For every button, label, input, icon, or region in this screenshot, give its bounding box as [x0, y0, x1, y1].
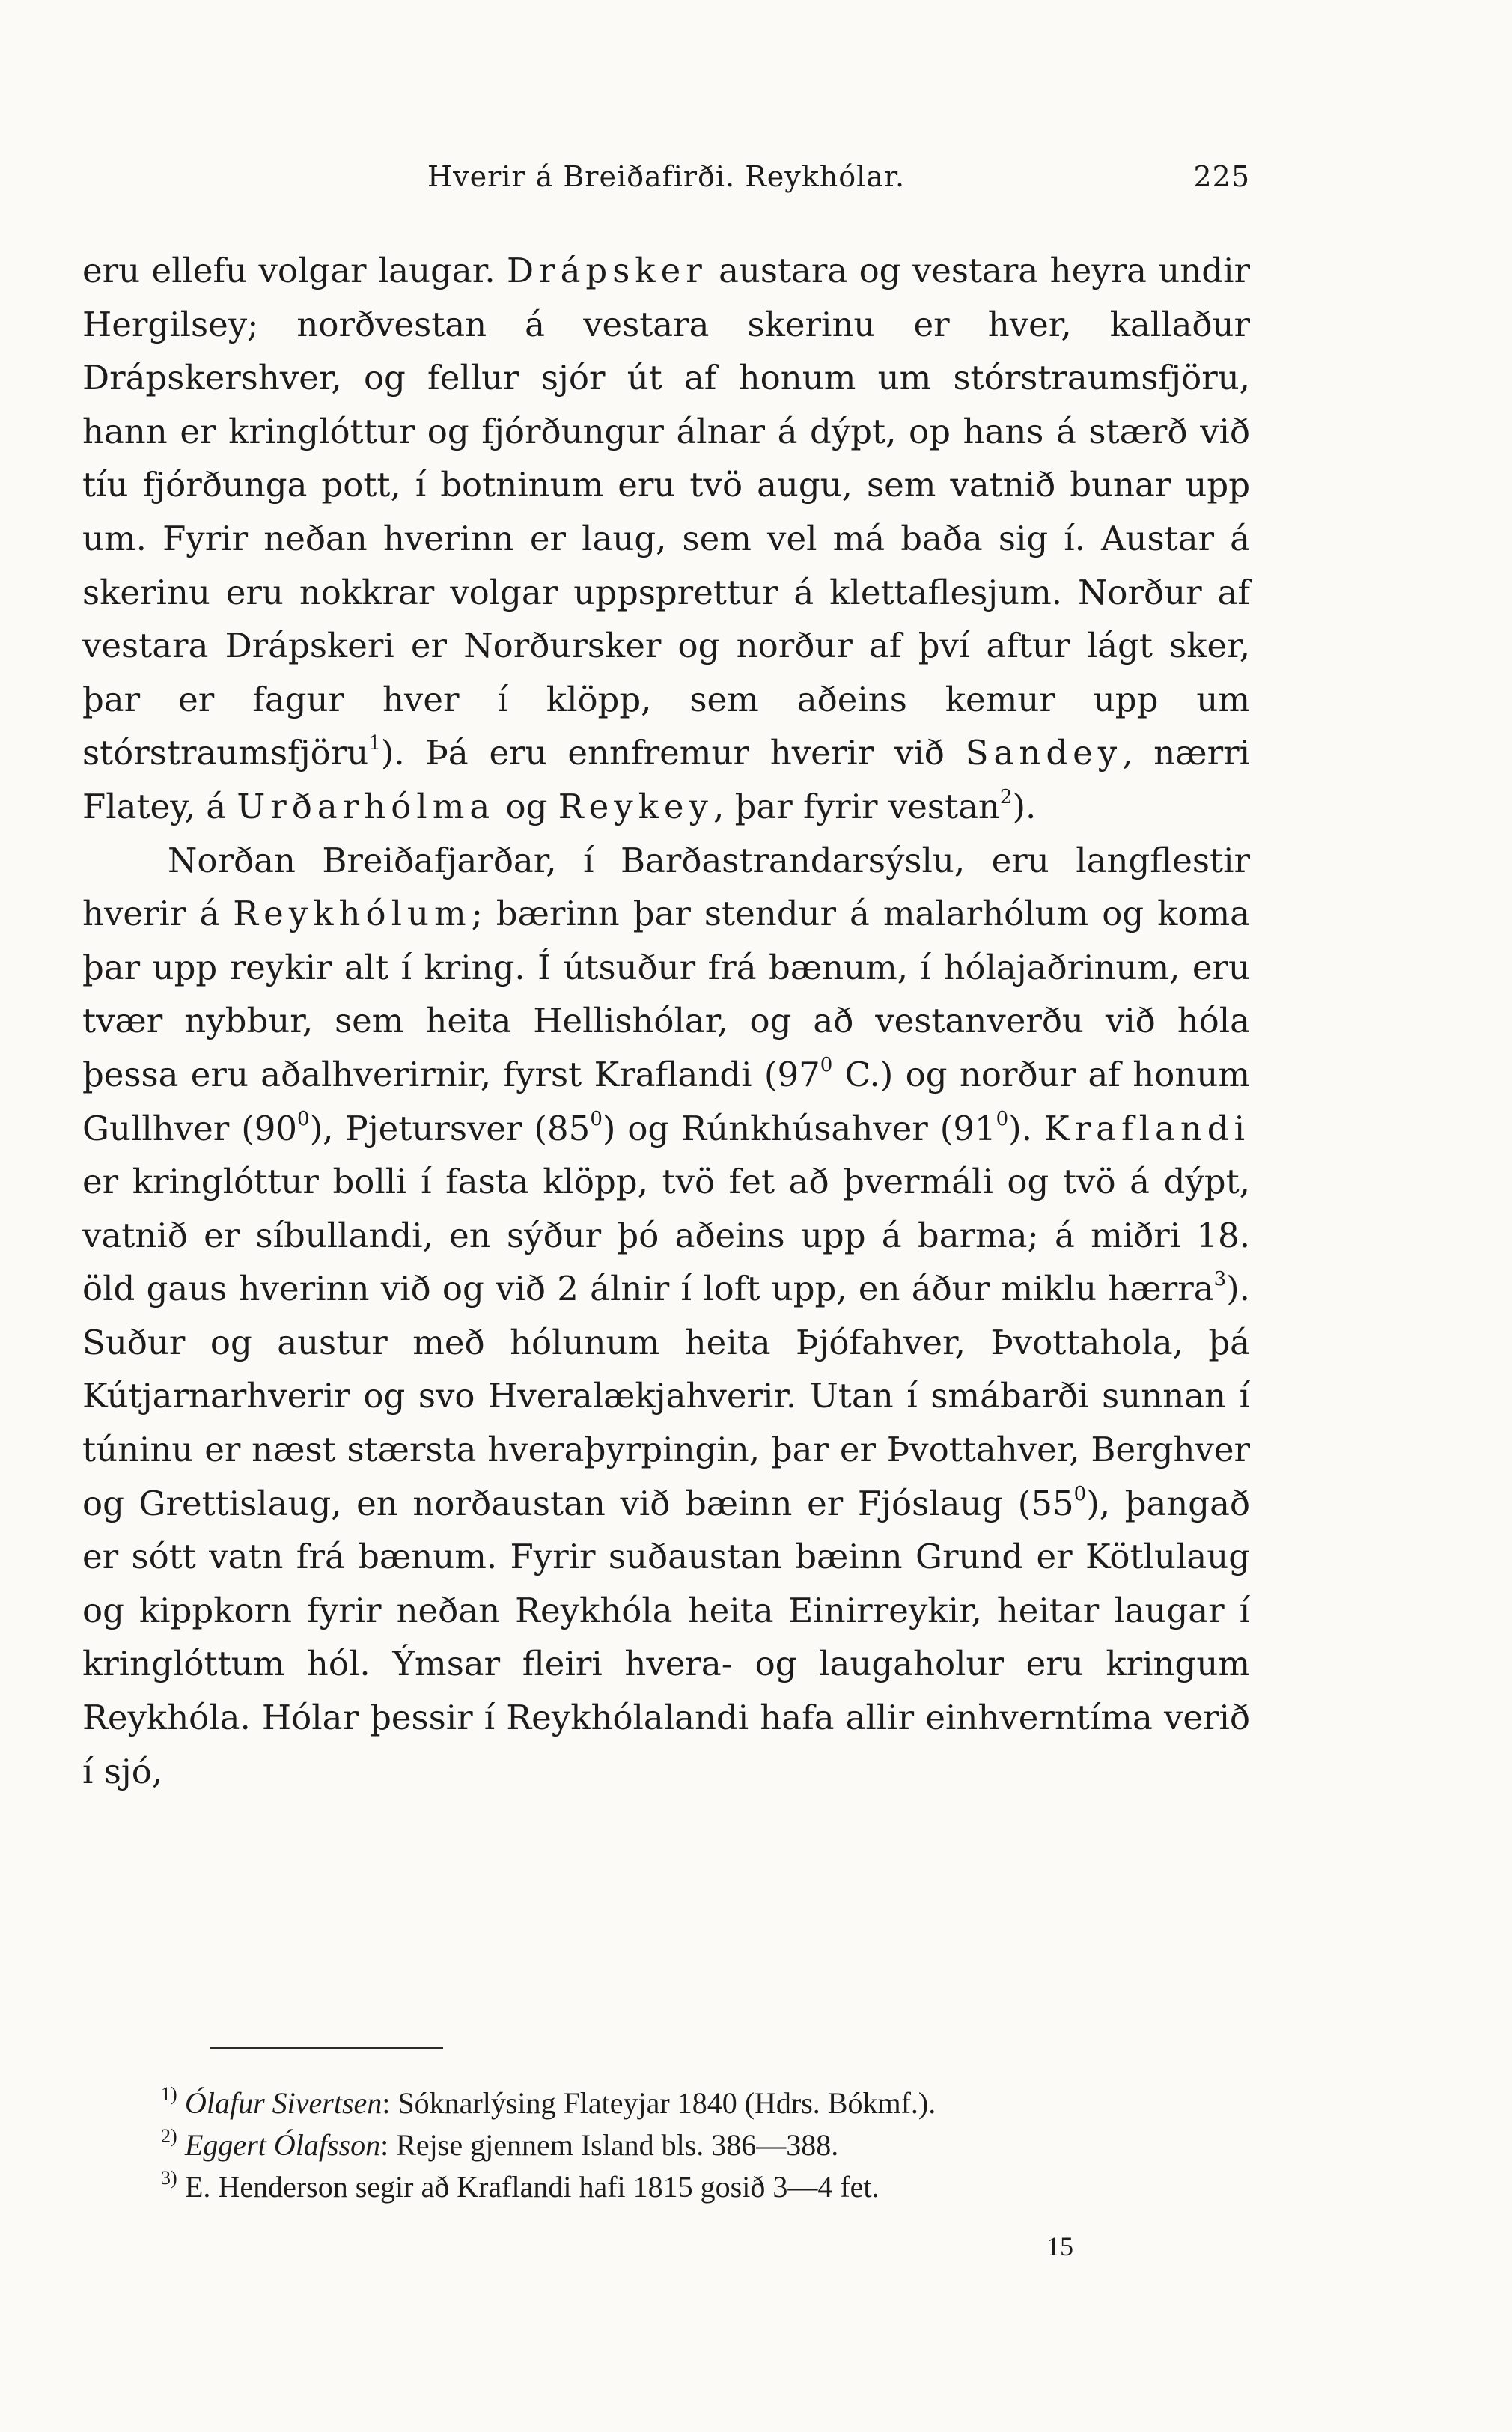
footnote-ref: 2 [999, 785, 1013, 808]
degree-mark: 0 [996, 1107, 1009, 1130]
paragraph: eru ellefu volgar laugar. Drápsker austara og vestara heyra undir Hergilsey; norðvestan á vestara skerinu er hver, kallaður Drápskershver, og fellur sjór út af honum um stórstraumsfjöru, hann er kringlóttur og fjórðungur álnar á dýpt, op hans á stærð við tíu fjórðunga pott, í botninum eru tvö augu, sem vatnið bunar upp um. Fyrir neðan hverinn er laug, sem vel má baða sig í. Austar á skerinu eru nokkrar volgar uppsprettur á klettaflesjum. Norður af vestara Drápskeri er Norðursker og norður af því aftur lágt sker, þar er fagur hver í klöpp, sem aðeins kemur upp um stórstraumsfjöru$^1$). Þá eru ennfremur hverir við Sandey, nærri Flatey, á Urðarhólma og Reykey, þar fyrir vestan$^2$). [82, 251, 1250, 826]
footnote-text: : Rejse gjennem Island bls. 386—388. [380, 2128, 839, 2162]
paragraph: Norðan Breiðafjarðar, í Barðastrandarsýslu, eru langflestir hverir á Reykhólum; bærinn þar stendur á malarhólum og koma þar upp reykir alt í kring. Í útsuður frá bænum, í hólajaðrinum, eru tvær nybbur, sem heita Hellishólar, og að vestanverðu við hóla þessa eru aðalhverirnir, fyrst Kraflandi ($97^0$ C.) og norður af honum Gullhver $(90^0)$, Pjetursver $(85^0)$ og Rúnkhúsahver $(91^0)$. Kraflandi er kringlóttur bolli í fasta klöpp, tvö fet að þvermáli og tvö á dýpt, vatnið er síbullandi, en sýður þó aðeins upp á barma; á miðri 18. öld gaus hverinn við og við 2 álnir í loft upp, en áður miklu hærra$^3$). Suður og austur með hólunum heita Þjófahver, Þvottahola, þá Kútjarnarhverir og svo Hveralækjahverir. Utan í smábarði sunnan í túninu er næst stærsta hveraþyrpingin, þar er Þvottahver, Berghver og Grettislaug, en norðaustan við bæinn er Fjóslaug $(55^0)$, þangað er sótt vatn frá bænum. Fyrir suðaustan bæinn Grund er Kötlulaug og kippkorn fyrir neðan Reykhóla heita Einirreykir, heitar laugar í kringlóttum hól. Ýmsar fleiri hvera- og laugaholur eru kringum Reykhóla. Hólar þessir í Reykhólalandi hafa allir einhverntíma verið í sjó, [82, 840, 1251, 1791]
footnote [161, 2082, 1239, 2124]
degree-mark: 0 [1073, 1482, 1087, 1505]
body-text [82, 244, 1250, 1798]
spaced-name: Reykhólum [233, 894, 472, 934]
running-head [82, 157, 1250, 202]
spaced-name: Sandey [965, 733, 1123, 773]
degree-mark: 0 [297, 1107, 310, 1130]
footnote-text: E. Henderson segir að Kraflandi hafi 1815 gosið 3—4 fet. [185, 2170, 880, 2204]
footnote-author: Eggert Ólafsson [185, 2128, 381, 2162]
footnote-mark: 1) [161, 2083, 177, 2105]
footnote [161, 2166, 1239, 2208]
footnote-divider [210, 2047, 443, 2049]
footnote-ref: 1 [368, 732, 381, 755]
footnote-text: : Sóknarlýsing Flateyjar 1840 (Hdrs. Bókmf.). [382, 2086, 936, 2120]
spaced-name: Reykey [558, 786, 713, 826]
footnote [161, 2124, 1239, 2166]
footnote-author: Ólafur Sivertsen [185, 2086, 382, 2120]
spaced-name: Drápsker [506, 251, 707, 290]
footnote-ref: 3 [1213, 1268, 1227, 1291]
running-title: Hverir á Breiðafirði. Reykhólar. [427, 160, 906, 193]
signature-mark: 15 [1046, 2231, 1073, 2261]
spaced-name: Kraflandi [1043, 1108, 1250, 1148]
spaced-name: Urðarhólma [237, 786, 496, 826]
footnotes [161, 2082, 1239, 2208]
page-number: 225 [1193, 160, 1250, 193]
degree-mark: 0 [590, 1107, 603, 1130]
footnote-mark: 2) [161, 2125, 177, 2147]
degree-mark: 0 [820, 1053, 833, 1076]
footnote-mark: 3) [161, 2167, 177, 2189]
